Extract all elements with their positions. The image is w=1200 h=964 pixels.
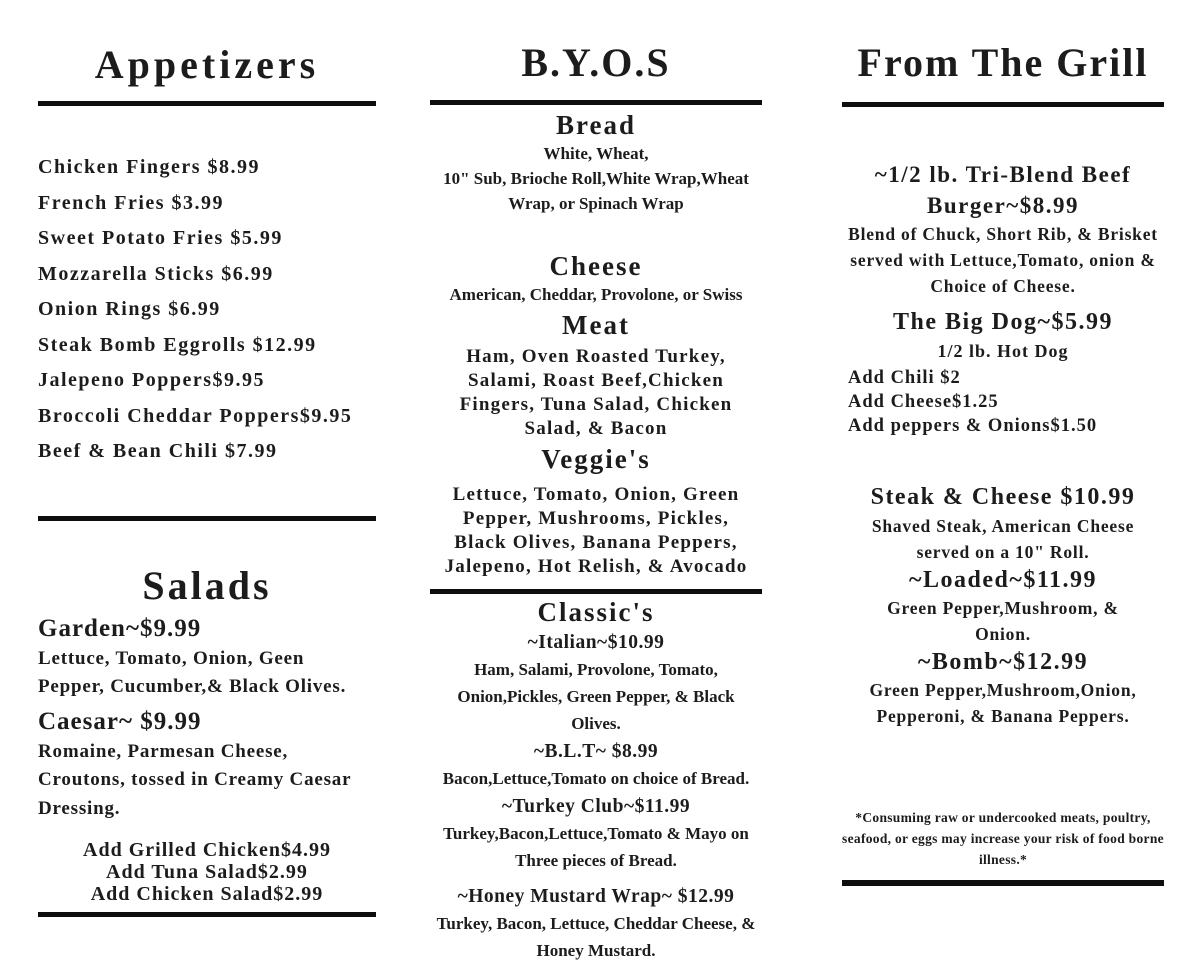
menu-item-mozzarella-sticks: Mozzarella Sticks $6.99 (38, 262, 274, 285)
classics-heading: Classic's (537, 597, 655, 627)
byos-divider (430, 100, 762, 105)
steak-cheese-desc-line: served on a 10" Roll. (916, 542, 1090, 562)
classic-blt-name: ~B.L.T~ $8.99 (533, 741, 659, 762)
cheese-options-line: American, Cheddar, Provolone, or Swiss (449, 285, 743, 304)
grill-column (828, 0, 1178, 886)
veggie-options-line: Lettuce, Tomato, Onion, Green (452, 484, 740, 505)
appetizers-column (38, 0, 376, 917)
salad-caesar-desc-line: Croutons, tossed in Creamy Caesar (38, 769, 352, 790)
grill-big-dog (828, 307, 1178, 438)
big-dog-addon-chili: Add Chili $2 (848, 368, 961, 388)
salad-caesar-desc-line: Romaine, Parmesan Cheese, (38, 740, 289, 762)
big-dog-addon-peppers-onions: Add peppers & Onions$1.50 (848, 416, 1098, 436)
steak-cheese-desc-line: Shaved Steak, American Cheese (871, 516, 1135, 536)
menu-item-beef-bean-chili: Beef & Bean Chili $7.99 (38, 440, 278, 462)
salad-caesar (38, 706, 376, 824)
classic-italian (430, 630, 762, 737)
veggies-heading: Veggie's (541, 444, 651, 474)
meat-options-line: Ham, Oven Roasted Turkey, (466, 346, 726, 367)
classic-turkey-club-name: ~Turkey Club~$11.99 (501, 796, 691, 817)
salad-garden-desc-line: Lettuce, Tomato, Onion, Geen (38, 647, 305, 669)
classic-italian-desc-line: Onion,Pickles, Green Pepper, & Black (457, 687, 735, 706)
bread-options-line: 10" Sub, Brioche Roll,White Wrap,Wheat (443, 169, 749, 188)
disclaimer-line: seafood, or eggs may increase your risk of food borne (842, 831, 1164, 846)
salad-garden-desc-line: Pepper, Cucumber,& Black Olives. (38, 676, 347, 697)
big-dog-sub: 1/2 lb. Hot Dog (937, 341, 1069, 361)
grill-title: From The Grill (857, 40, 1149, 85)
burger-name-line: ~1/2 lb. Tri-Blend Beef (874, 162, 1132, 187)
grill-bottom-divider (842, 880, 1164, 886)
classic-honey-mustard-desc-line: Turkey, Bacon, Lettuce, Cheddar Cheese, & (436, 914, 756, 933)
grill-divider (842, 102, 1164, 107)
classic-honey-mustard-wrap (430, 884, 762, 964)
salad-addon-tuna-salad: Add Tuna Salad$2.99 (106, 861, 308, 883)
bread-options-line: Wrap, or Spinach Wrap (508, 194, 684, 213)
menu-item-sweet-potato-fries: Sweet Potato Fries $5.99 (38, 227, 283, 249)
grill-burger (828, 159, 1178, 299)
byos-title: B.Y.O.S (521, 40, 671, 85)
classic-blt (430, 739, 762, 792)
byos-column (430, 0, 762, 964)
meat-options-line: Salami, Roast Beef,Chicken (467, 370, 725, 391)
big-dog-name: The Big Dog~$5.99 (893, 309, 1113, 335)
food-safety-disclaimer (828, 807, 1178, 870)
steak-bomb-name: ~Bomb~$12.99 (917, 649, 1089, 675)
menu-item-onion-rings: Onion Rings $6.99 (38, 298, 221, 320)
salads-title: Salads (142, 562, 272, 608)
steak-bomb-desc-line: Green Pepper,Mushroom,Onion, (869, 680, 1137, 700)
steak-loaded-desc-line: Onion. (975, 624, 1031, 644)
classic-italian-desc-line: Ham, Salami, Provolone, Tomato, (474, 660, 718, 679)
disclaimer-line: illness.* (978, 852, 1028, 867)
veggie-options-line: Jalepeno, Hot Relish, & Avocado (444, 556, 748, 577)
steak-loaded-desc-line: Green Pepper,Mushroom, & (887, 598, 1119, 618)
salads-top-divider (38, 516, 376, 521)
classic-italian-desc-line: Olives. (571, 714, 621, 733)
burger-desc-line: served with Lettuce,Tomato, onion & (850, 250, 1156, 270)
classic-turkey-club-desc-line: Turkey,Bacon,Lettuce,Tomato & Mayo on (443, 824, 749, 843)
classic-italian-name: ~Italian~$10.99 (527, 632, 665, 653)
steak-cheese-name: Steak & Cheese $10.99 (870, 484, 1136, 510)
meat-options-line: Salad, & Bacon (524, 418, 668, 439)
big-dog-addon-cheese: Add Cheese$1.25 (848, 392, 999, 412)
meat-options-line: Fingers, Tuna Salad, Chicken (459, 394, 733, 415)
appetizers-list (38, 150, 376, 470)
big-dog-addons (828, 366, 1178, 438)
meat-heading: Meat (562, 310, 630, 340)
burger-desc-line: Blend of Chuck, Short Rib, & Brisket (848, 224, 1158, 244)
appetizers-divider (38, 101, 376, 106)
steak-loaded-name: ~Loaded~$11.99 (909, 567, 1097, 593)
salad-garden (38, 613, 376, 702)
grill-steak-cheese (828, 482, 1178, 729)
disclaimer-line: *Consuming raw or undercooked meats, poultry, (855, 810, 1151, 825)
salad-garden-name: Garden~$9.99 (38, 614, 202, 642)
classic-turkey-club-desc-line: Three pieces of Bread. (515, 851, 677, 870)
burger-desc-line: Choice of Cheese. (930, 276, 1076, 296)
salad-addon-grilled-chicken: Add Grilled Chicken$4.99 (83, 839, 331, 861)
salad-addons (38, 839, 376, 905)
menu-item-steak-bomb-eggrolls: Steak Bomb Eggrolls $12.99 (38, 333, 317, 356)
bread-heading: Bread (555, 110, 636, 140)
classic-honey-mustard-name: ~Honey Mustard Wrap~ $12.99 (457, 886, 735, 907)
classic-honey-mustard-desc-line: Honey Mustard. (536, 941, 656, 960)
menu-item-jalepeno-poppers: Jalepeno Poppers$9.95 (38, 369, 266, 391)
salad-addon-chicken-salad: Add Chicken Salad$2.99 (90, 883, 324, 905)
menu-item-broccoli-cheddar-poppers: Broccoli Cheddar Poppers$9.95 (38, 404, 353, 427)
salads-bottom-divider (38, 912, 376, 917)
bread-options-line: White, Wheat, (543, 144, 649, 163)
menu-item-chicken-fingers: Chicken Fingers $8.99 (38, 156, 261, 178)
classic-turkey-club (430, 794, 762, 874)
salad-caesar-name: Caesar~ $9.99 (38, 707, 202, 735)
burger-name-line: Burger~$8.99 (927, 193, 1079, 218)
classics-top-divider (430, 589, 762, 594)
cheese-heading: Cheese (549, 251, 643, 281)
veggie-options-line: Black Olives, Banana Peppers, (454, 532, 738, 553)
steak-bomb-desc-line: Pepperoni, & Banana Peppers. (876, 706, 1130, 726)
menu-item-french-fries: French Fries $3.99 (38, 191, 225, 214)
classic-blt-desc-line: Bacon,Lettuce,Tomato on choice of Bread. (442, 769, 750, 788)
veggie-options-line: Pepper, Mushrooms, Pickles, (462, 508, 730, 529)
appetizers-title: Appetizers (94, 42, 320, 87)
salad-caesar-desc-line: Dressing. (38, 797, 121, 819)
